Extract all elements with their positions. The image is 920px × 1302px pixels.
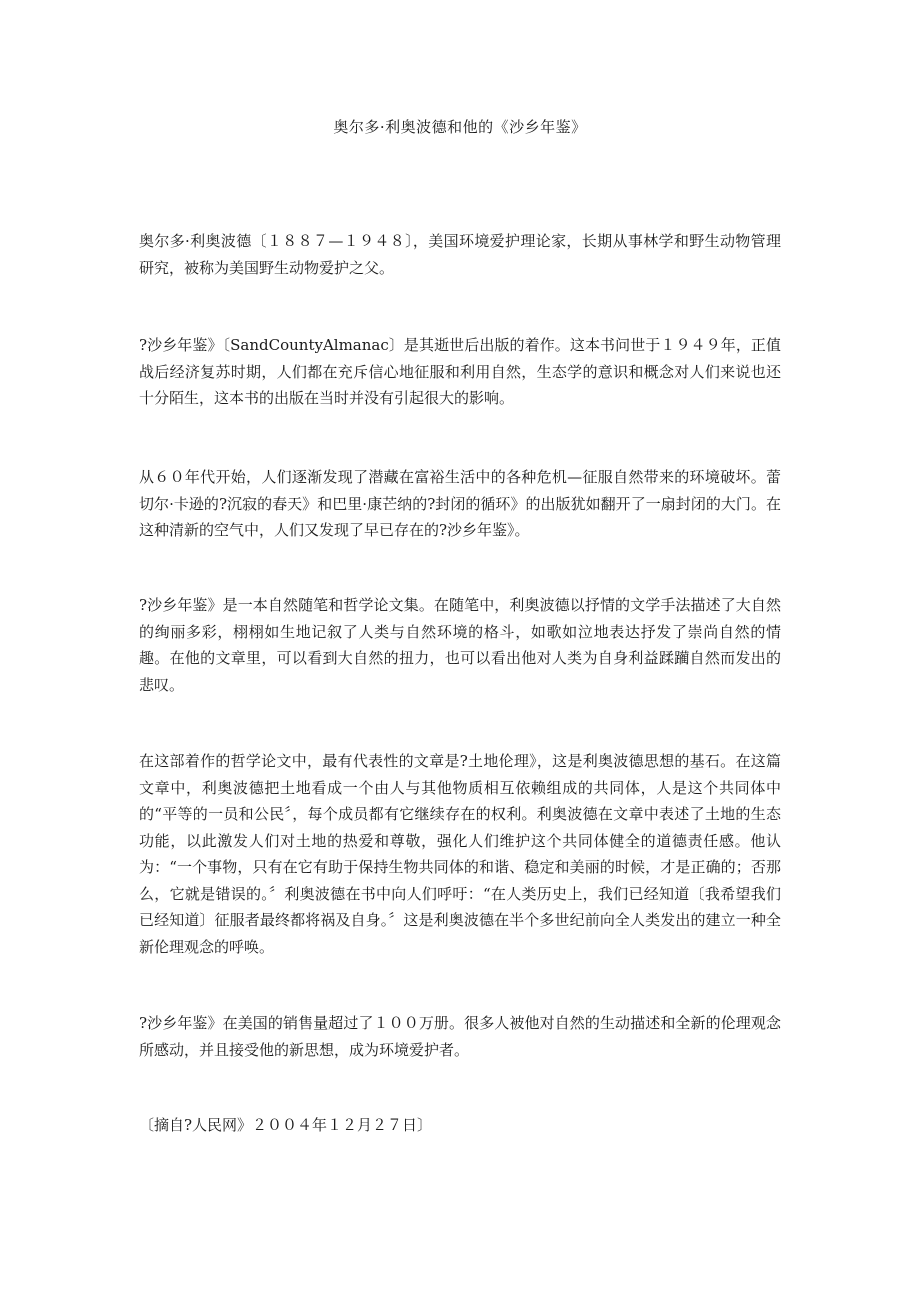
paragraph-essays: ?沙乡年鉴》是一本自然随笔和哲学论文集。在随笔中，利奥波德以抒情的文学手法描述了大自然的绚丽多彩，栩栩如生地记叙了人类与自然环境的格斗，如歌如泣地表达抒发了崇尚自然的情趣。在他的文章里，可以看到大自然的扭力，也可以看出他对人类为自身利益蹂躏自然而发出的悲叹。	[139, 596, 781, 694]
source-citation: 〔摘自?人民网》２００４年１２月２７日〕	[139, 1116, 433, 1134]
paragraph-intro: 奥尔多·利奥波德〔１８８７—１９４８〕，美国环境爱护理论家，长期从事林学和野生动物管理研究，被称为美国野生动物爱护之父。	[139, 232, 781, 277]
paragraph-sales: ?沙乡年鉴》在美国的销售量超过了１００万册。很多人被他对自然的生动描述和全新的伦理观念所感动，并且接受他的新思想，成为环境爱护者。	[139, 1014, 781, 1059]
paragraph-land-ethic: 在这部着作的哲学论文中，最有代表性的文章是?土地伦理》，这是利奥波德思想的基石。在这篇文章中，利奥波德把土地看成一个由人与其他物质相互依赖组成的共同体，人是这个共同体中的“平等的一员和公民〞，每个成员都有它继续存在的权利。利奥波德在文章中表述了土地的生态功能，以此激发人们对土地的热爱和尊敬，强化人们维护这个共同体健全的道德责任感。他认为：“一个事物，只有在它有助于保持生物共同体的和谐、稳定和美丽的时候，才是正确的；否那么，它就是错误的。〞利奥波德在书中向人们呼吁：“在人类历史上，我们已经知道〔我希望我们已经知道〕征服者最终都将祸及自身。〞这是利奥波德在半个多世纪前向全人类发出的建立一种全新伦理观念的呼唤。	[139, 752, 781, 956]
paragraph-rediscovery: 从６０年代开始，人们逐渐发现了潜藏在富裕生活中的各种危机—征服自然带来的环境破坏。蕾切尔·卡逊的?沉寂的春天》和巴里·康芒纳的?封闭的循环》的出版犹如翻开了一扇封闭的大门。在这种清新的空气中，人们又发现了早已存在的?沙乡年鉴》。	[139, 468, 781, 539]
document-title: 奥尔多·利奥波德和他的《沙乡年鉴》	[333, 118, 587, 136]
paragraph-publication: ?沙乡年鉴》〔SandCountyAlmanac〕是其逝世后出版的着作。这本书问世于１９４９年，正值战后经济复苏时期，人们都在充斥信心地征服和利用自然，生态学的意识和概念对人们来说也还十分陌生，这本书的出版在当时并没有引起很大的影响。	[139, 336, 781, 407]
